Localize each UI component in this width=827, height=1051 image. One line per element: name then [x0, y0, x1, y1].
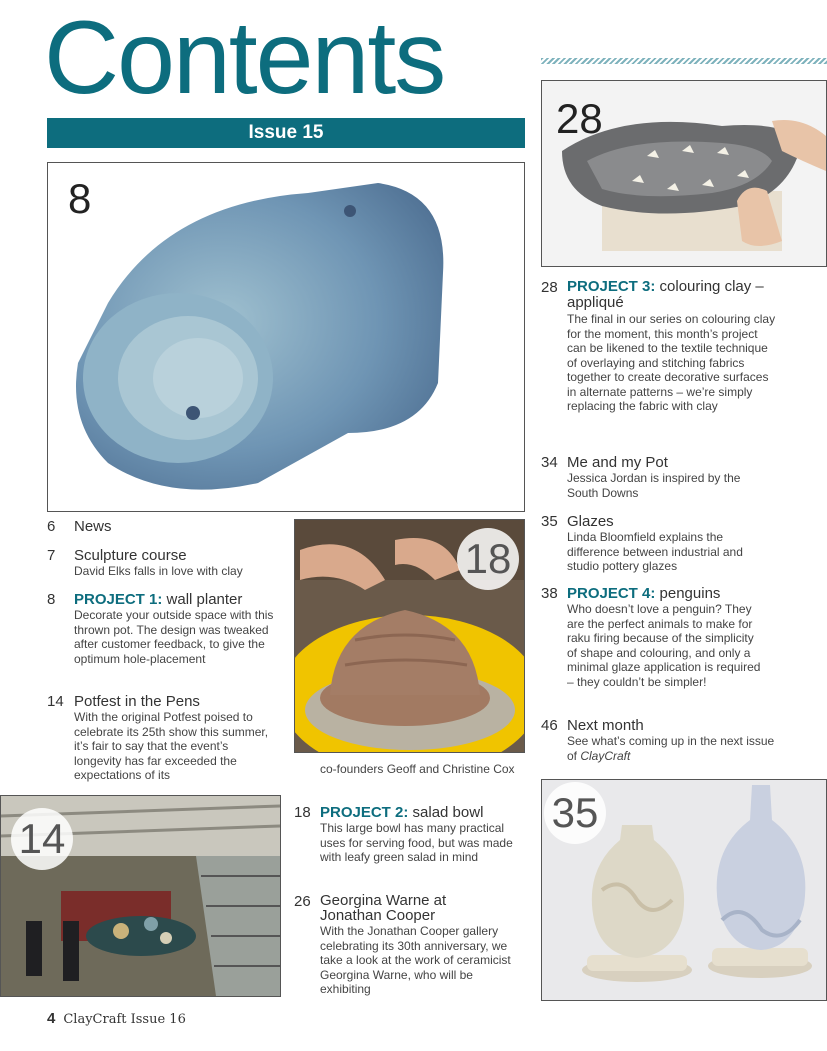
entry-description: Decorate your outside space with this thrown pot. The design was tweaked after customer feedback, to give the optimum hole-placement: [74, 608, 274, 666]
entry-description: With the original Potfest poised to celebrate its 25th show this summer, it’s fair to say that the event’s longevity has far exceeded the expectations of its: [74, 710, 269, 782]
entry-title: colouring clay – appliqué: [567, 278, 764, 311]
photo-page-number: 18: [457, 528, 519, 590]
contents-entry-26[interactable]: [294, 893, 527, 998]
entry-description: Linda Bloomfield explains the difference between industrial and studio pottery glazes: [567, 530, 743, 573]
page-title: Contents: [44, 0, 445, 116]
entry-description: With the Jonathan Cooper gallery celebrating its 30th anniversary, we take a look at the work of ceramicist Georgina Warne, who will be exhibiting: [320, 924, 511, 996]
photo-page-number: 14: [11, 808, 73, 870]
entry-description-continued: co-founders Geoff and Christine Cox: [320, 762, 515, 776]
entry-page-number: 8: [47, 591, 56, 608]
entry-page-number: 26: [294, 893, 311, 910]
entry-title: Potfest in the Pens: [74, 693, 200, 710]
entry-description: See what’s coming up in the next issue of: [567, 734, 775, 763]
photo-glazes[interactable]: [541, 779, 827, 1001]
contents-entry-6[interactable]: [47, 518, 287, 538]
photo-potfest[interactable]: [0, 795, 281, 997]
entry-title: Glazes: [567, 513, 614, 530]
contents-entry-28[interactable]: [541, 279, 827, 449]
photo-page-number: 35: [544, 782, 606, 844]
entry-title: Next month: [567, 717, 644, 734]
entry-page-number: 35: [541, 513, 558, 530]
contents-entry-46[interactable]: [541, 717, 827, 765]
contents-entry-18[interactable]: [294, 804, 527, 879]
page-footer: [47, 1010, 186, 1027]
footer-issue-text: ClayCraft Issue 16: [63, 1012, 186, 1027]
entry-project-label: PROJECT 2:: [320, 804, 409, 821]
entry-page-number: 38: [541, 585, 558, 602]
photo-wall-planter[interactable]: [47, 162, 525, 512]
entry-page-number: 28: [541, 279, 558, 296]
photo-colouring-clay[interactable]: [541, 80, 827, 267]
photo-page-number: 28: [556, 95, 603, 142]
entry-description: Who doesn’t love a penguin? They are the perfect animals to make for raku firing because of the simplicity of shape and colouring, and only a minimal glaze application is required – they couldn’t be simpler!: [567, 602, 761, 689]
magazine-name: ClayCraft: [580, 748, 631, 763]
photo-page-number: 8: [68, 175, 92, 222]
contents-entry-14[interactable]: [47, 693, 287, 783]
entry-description: This large bowl has many practical uses for serving food, but was made with leafy green salad in mind: [320, 821, 513, 864]
entry-page-number: 14: [47, 693, 64, 710]
contents-entry-8[interactable]: [47, 591, 287, 686]
decorative-divider: [541, 58, 827, 64]
issue-banner: Issue 15: [47, 118, 525, 148]
entry-page-number: 34: [541, 454, 558, 471]
photo-salad-bowl[interactable]: [294, 519, 525, 753]
entry-page-number: 18: [294, 804, 311, 821]
entry-project-label: PROJECT 1:: [74, 591, 163, 608]
entry-page-number: 7: [47, 547, 56, 564]
contents-entry-38[interactable]: [541, 585, 827, 710]
contents-entry-35[interactable]: [541, 513, 827, 575]
entry-title: Sculpture course: [74, 547, 187, 564]
entry-page-number: 46: [541, 717, 558, 734]
entry-description: Jessica Jordan is inspired by the South Downs: [567, 471, 741, 500]
entry-description: The final in our series on colouring clay for the moment, this month’s project can be likened to the textile technique of overlaying and stitching fabrics together to create decorative surfaces in alternate patterns – we’re simply replacing the fabric with clay: [567, 312, 776, 413]
entry-title: Me and my Pot: [567, 454, 668, 471]
entry-page-number: 6: [47, 518, 56, 535]
contents-entry-34[interactable]: [541, 454, 827, 502]
folio-page-number: 4: [47, 1010, 56, 1027]
entry-title: Georgina Warne at Jonathan Cooper: [320, 892, 447, 924]
entry-title: wall planter: [162, 591, 243, 608]
entry-project-label: PROJECT 4:: [567, 585, 656, 602]
entry-title: salad bowl: [408, 804, 484, 821]
planter-illustration: [48, 163, 524, 511]
entry-project-label: PROJECT 3:: [567, 278, 656, 295]
entry-title: penguins: [655, 585, 721, 602]
contents-entry-7[interactable]: [47, 547, 287, 583]
entry-description: David Elks falls in love with clay: [74, 564, 243, 578]
entry-title: News: [74, 518, 112, 535]
